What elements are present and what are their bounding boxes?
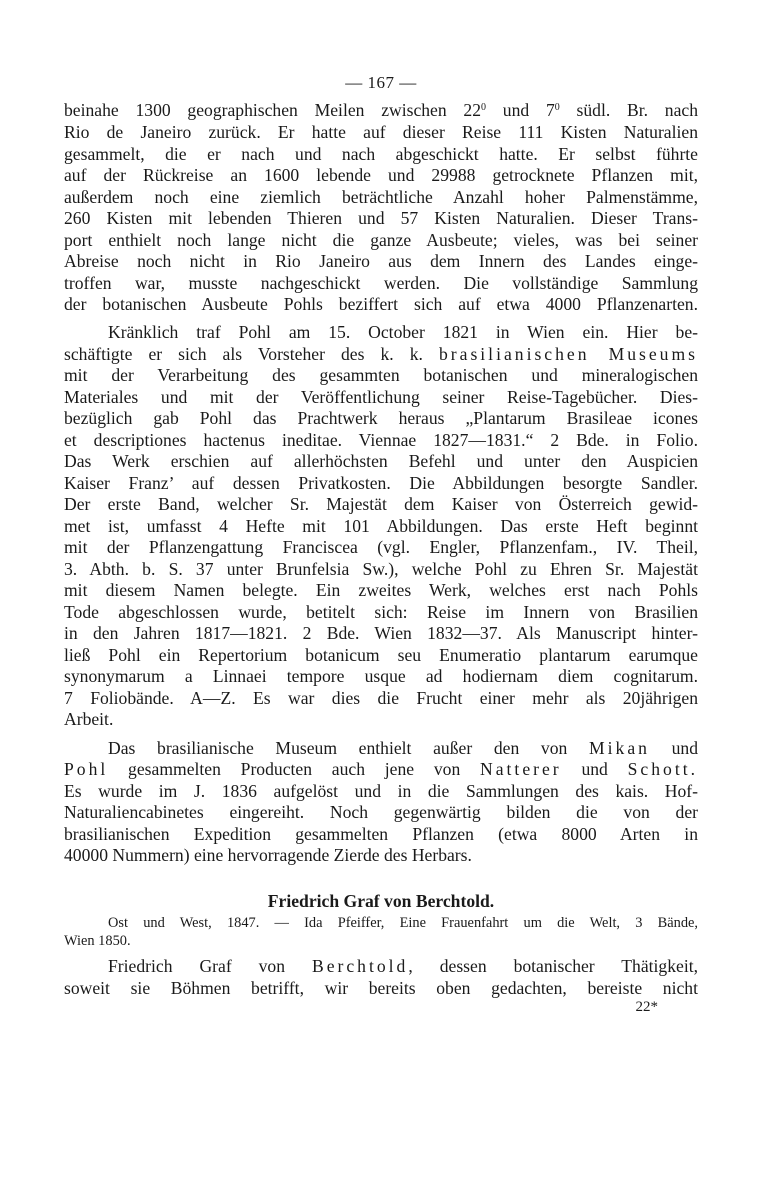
text-line: Es wurde im J. 1836 aufgelöst und in die Sammlungen des kais. Hof-: [64, 781, 698, 801]
text-line: Kränklich traf Pohl am 15. October 1821 in Wien ein. Hier be-: [108, 322, 698, 342]
text-line: 3. Abth. b. S. 37 unter Brunfelsia Sw.), welche Pohl zu Ehren Sr. Majestät: [64, 559, 698, 579]
emphasized-text: brasilianischen Museums: [438, 344, 698, 364]
text-line: [108, 737, 698, 759]
text-line: gesammelt, die er nach und nach abgeschickt hatte. Er selbst führte: [64, 144, 698, 164]
text-segment: Friedrich Graf von: [108, 956, 312, 976]
degree-superscript: 0: [481, 102, 487, 113]
emphasized-name: Berchtold: [311, 956, 409, 976]
text-segment: südl. Br. nach: [559, 100, 699, 120]
emphasized-name: Schott.: [627, 759, 698, 779]
text-line: in den Jahren 1817—1821. 2 Bde. Wien 1832—37. Als Manuscript hinter-: [64, 623, 698, 643]
text-line: brasilianischen Expedition gesammelten Pflanzen (etwa 8000 Arten in: [64, 824, 698, 844]
text-line: Abreise noch nicht in Rio Janeiro aus dem Innern des Landes einge-: [64, 251, 698, 271]
text-line: Der erste Band, welcher Sr. Majestät dem Kaiser von Österreich gewid-: [64, 494, 698, 514]
text-line: synonymarum a Linnaei tempore usque ad hodiernam diem cognitarum.: [64, 666, 698, 686]
text-line: 40000 Nummern) eine hervorragende Zierde des Herbars.: [64, 845, 472, 865]
reference-line: Wien 1850.: [64, 933, 131, 949]
text-segment: schäftigte er sich als Vorsteher des k. k.: [64, 344, 439, 364]
reference-line: Ost und West, 1847. — Ida Pfeiffer, Eine Frauenfahrt um die Welt, 3 Bände,: [108, 915, 698, 931]
text-line: mit der Pflanzengattung Franciscea (vgl. Engler, Pflanzenfam., IV. Theil,: [64, 537, 698, 557]
text-line: Naturaliencabinetes eingereiht. Noch gegenwärtig bilden die von der: [64, 802, 698, 822]
text-segment: beinahe 1300 geographischen Meilen zwischen 22: [64, 100, 482, 120]
text-line: Tode abgeschlossen wurde, betitelt sich: Reise im Innern von Brasilien: [64, 602, 698, 622]
text-line: soweit sie Böhmen betrifft, wir bereits oben gedachten, bereiste nicht: [64, 978, 698, 998]
text-line: ließ Pohl ein Repertorium botanicum seu Enumeratio plantarum earumque: [64, 645, 698, 665]
text-line: met ist, umfasst 4 Hefte mit 101 Abbildungen. Das erste Heft beginnt: [64, 516, 698, 536]
text-line: Rio de Janeiro zurück. Er hatte auf dieser Reise 111 Kisten Naturalien: [64, 122, 698, 142]
signature-mark: 22*: [635, 999, 658, 1015]
text-line: port enthielt noch lange nicht die ganze Ausbeute; vieles, was bei seiner: [64, 230, 698, 250]
text-segment: gesammelten Producten auch jene von: [108, 759, 481, 779]
text-segment: und 7: [486, 100, 555, 120]
text-line: Kaiser Franz’ auf dessen Privatkosten. Die Abbildungen besorgte Sandler.: [64, 473, 698, 493]
text-line: 260 Kisten mit lebenden Thieren und 57 Kisten Naturalien. Dieser Trans-: [64, 208, 698, 228]
text-line: außerdem noch eine ziemlich beträchtliche Anzahl hoher Palmenstämme,: [64, 187, 698, 207]
text-line: Materiales und mit der Veröffentlichung seiner Reise-Tagebücher. Dies-: [64, 387, 698, 407]
page-number: — 167 —: [345, 73, 417, 92]
text-segment: , dessen botanischer Thätigkeit,: [408, 956, 698, 976]
emphasized-name: Natterer: [480, 759, 562, 779]
text-line: et descriptiones hactenus ineditae. Viennae 1827—1831.“ 2 Bde. in Folio.: [64, 430, 698, 450]
text-segment: und: [561, 759, 628, 779]
text-line: Arbeit.: [64, 709, 114, 729]
text-line: [64, 99, 698, 121]
degree-superscript: 0: [554, 102, 560, 113]
text-line: troffen war, musste nachgeschickt werden. Die vollständige Sammlung: [64, 273, 698, 293]
text-line: [64, 758, 698, 780]
text-line: mit der Verarbeitung des gesammten botanischen und mineralogischen: [64, 365, 698, 385]
section-heading: Friedrich Graf von Berchtold.: [267, 891, 495, 911]
text-line: Das Werk erschien auf allerhöchsten Befehl und unter den Auspicien: [64, 451, 698, 471]
text-line: mit diesem Namen belegte. Ein zweites Werk, welches erst nach Pohls: [64, 580, 698, 600]
text-line: der botanischen Ausbeute Pohls beziffert sich auf etwa 4000 Pflanzenarten.: [64, 294, 698, 314]
text-line: bezüglich gab Pohl das Prachtwerk heraus „Plantarum Brasileae icones: [64, 408, 698, 428]
text-line: [64, 343, 698, 365]
text-segment: Das brasilianische Museum enthielt außer den von: [108, 738, 589, 758]
text-line: auf der Rückreise an 1600 lebende und 29988 getrocknete Pflanzen mit,: [64, 165, 698, 185]
text-line: [108, 955, 698, 977]
emphasized-name: Mikan: [589, 738, 650, 758]
text-segment: und: [649, 738, 698, 758]
emphasized-name: Pohl: [64, 759, 109, 779]
text-line: 7 Foliobände. A—Z. Es war dies die Frucht einer mehr als 20jährigen: [64, 688, 698, 708]
